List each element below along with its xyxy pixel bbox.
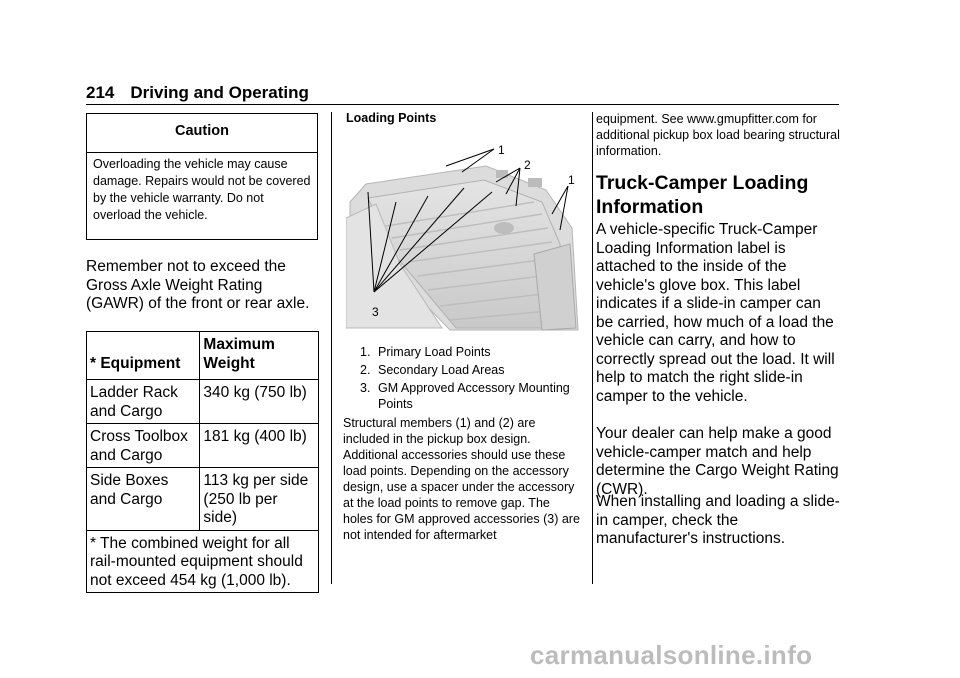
site-watermark: carmanualsonline.info	[530, 640, 813, 670]
table-footnote-row	[87, 530, 319, 593]
table-row	[87, 468, 319, 531]
table-cell: Cross Toolbox and Cargo	[87, 424, 200, 468]
list-item-text: Secondary Load Areas	[378, 363, 505, 377]
table-cell: Side Boxes and Cargo	[87, 468, 200, 531]
column-header-max-weight: Maximum Weight	[200, 332, 319, 380]
header-rule	[86, 104, 839, 105]
column-divider-right	[592, 112, 593, 584]
page-number: 214	[86, 83, 115, 102]
table-row	[87, 424, 319, 468]
page-header	[86, 83, 309, 103]
truck-camper-paragraph-3: When installing and loading a slide-in camper, check the manufacturer's instructions.	[596, 493, 840, 547]
callout-label: 1	[498, 143, 505, 157]
callout-label: 1	[568, 173, 575, 187]
loading-points-title: Loading Points	[346, 111, 437, 125]
caution-text: Overloading the vehicle may cause damage. Repairs would not be covered by the vehicle warranty. Do not overload the vehicle.	[93, 157, 311, 222]
pickup-box-illustration	[346, 132, 582, 334]
caution-box	[86, 113, 318, 240]
equipment-table	[86, 331, 319, 593]
section-title: Driving and Operating	[130, 83, 309, 102]
truck-camper-paragraph-1: A vehicle-specific Truck-Camper Loading Information label is attached to the inside of the vehicle's glove box. This label indicates if a slide-in camper can be carried, how much of a load the vehicle can carry, and how to correctly spread out the load. It will help to match the right slide-in camper to the vehicle.	[596, 221, 835, 405]
caution-divider	[87, 152, 317, 153]
structural-members-paragraph: Structural members (1) and (2) are included in the pickup box design. Additional accessories should use these load points. Depending on the accessory design, use a spacer under the accessory at the load points to remove gap. The holes for GM approved accessories (3) are not intended for aftermarket	[343, 416, 580, 542]
table-header-row	[87, 332, 319, 380]
column-header-equipment: * Equipment	[87, 332, 200, 380]
list-item-number: 3.	[360, 381, 371, 395]
list-item	[360, 344, 580, 360]
callout-label: 3	[372, 305, 379, 319]
table-cell: 181 kg (400 lb)	[200, 424, 319, 468]
list-item-text: Primary Load Points	[378, 345, 491, 359]
list-item-number: 1.	[360, 345, 371, 359]
loading-points-legend	[360, 344, 580, 414]
table-row	[87, 380, 319, 424]
continuation-paragraph: equipment. See www.gmupfitter.com for additional pickup box load bearing structural information.	[596, 112, 840, 158]
list-item	[360, 380, 580, 412]
caution-title: Caution	[175, 123, 229, 139]
table-cell: Ladder Rack and Cargo	[87, 380, 200, 424]
gawr-paragraph: Remember not to exceed the Gross Axle Weight Rating (GAWR) of the front or rear axle.	[86, 258, 310, 312]
truck-camper-paragraph-2: Your dealer can help make a good vehicle-camper match and help determine the Cargo Weight Rating (CWR).	[596, 425, 839, 498]
column-divider-left	[331, 112, 332, 584]
list-item-number: 2.	[360, 363, 371, 377]
table-cell: 340 kg (750 lb)	[200, 380, 319, 424]
truck-camper-heading: Truck-Camper Loading Information	[596, 172, 809, 218]
list-item	[360, 362, 580, 378]
table-footnote: * The combined weight for all rail-mounted equipment should not exceed 454 kg (1,000 lb).	[87, 530, 319, 593]
callout-label: 2	[524, 158, 531, 172]
list-item-text: GM Approved Accessory Mounting Points	[378, 381, 570, 411]
table-cell: 113 kg per side (250 lb per side)	[200, 468, 319, 531]
